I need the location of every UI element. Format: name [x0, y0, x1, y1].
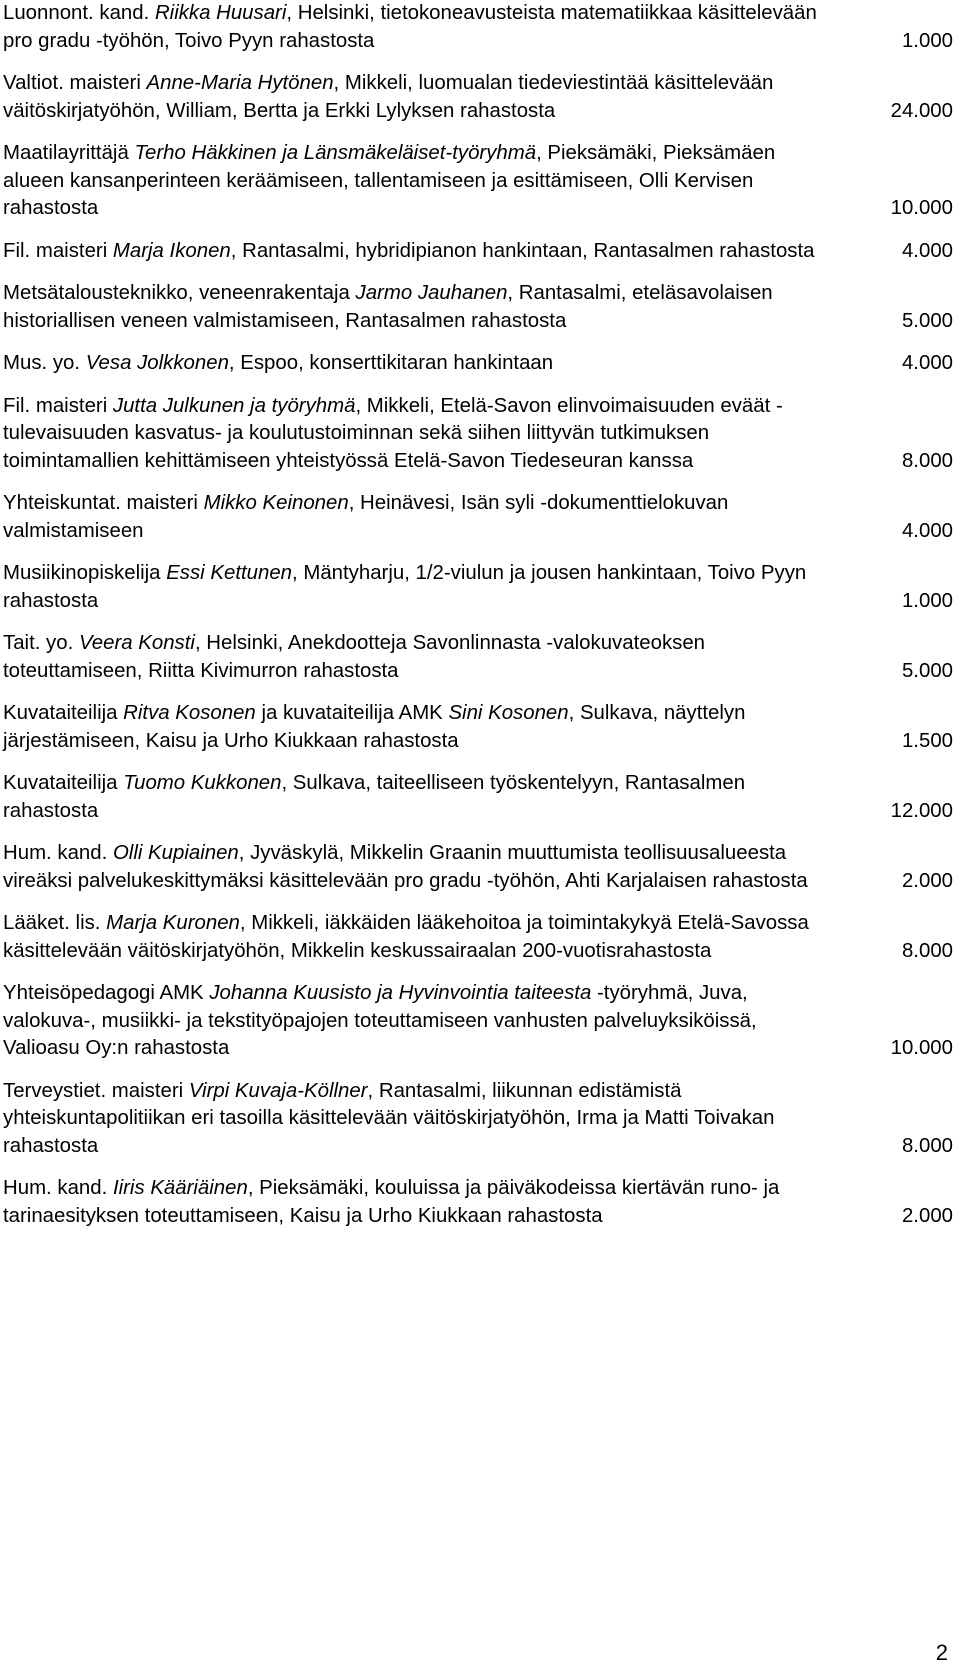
grant-description: Lääket. lis. Marja Kuronen, Mikkeli, iäkkäiden lääkehoitoa ja toimintakykyä Etelä-Savossa käsittelevään väitöskirjatyöhön, Mikkelin keskussairaalan 200-vuotisrahastosta [3, 912, 809, 962]
grant-description: Fil. maisteri Jutta Julkunen ja työryhmä, Mikkeli, Etelä-Savon elinvoimaisuuden eväät - tulevaisuuden kasvatus- ja koulutustoiminnan sekä siihen liittyvän tutkimuksen toimintamallien kehittämiseen yhteistyössä Etelä-Savon Tiedeseuran kanssa [3, 394, 783, 472]
grant-entry [3, 840, 953, 895]
grant-amount: 8.000 [901, 1134, 953, 1157]
grant-amount: 5.000 [901, 309, 953, 332]
grant-entry [3, 350, 953, 378]
grant-amount: 2.000 [901, 869, 953, 892]
recipient-name: Jutta Julkunen ja työryhmä [112, 394, 356, 417]
grant-entry [3, 980, 953, 1063]
grant-amount: 10.000 [890, 1037, 953, 1059]
recipient-name: Marja Ikonen [112, 239, 231, 262]
recipient-name: Ritva Kosonen [123, 702, 256, 724]
grant-entry [3, 910, 953, 965]
grant-entry [3, 280, 953, 335]
grant-description: Musiikinopiskelija Essi Kettunen, Mäntyharju, 1/2-viulun ja jousen hankintaan, Toivo Pyyn rahastosta [3, 562, 807, 612]
recipient-name: Sini Kosonen [448, 702, 569, 724]
grant-entry [3, 770, 953, 825]
grant-description: Luonnont. kand. Riikka Huusari, Helsinki, tietokoneavusteista matematiikkaa käsittelevään pro gradu -työhön, Toivo Pyyn rahastosta [3, 2, 817, 52]
grant-amount: 1.000 [901, 29, 953, 52]
grant-description: Kuvataiteilija Ritva Kosonen ja kuvataiteilija AMK Sini Kosonen, Sulkava, näyttelyn järjestämiseen, Kaisu ja Urho Kiukkaan rahastosta [3, 702, 746, 752]
recipient-name: Essi Kettunen [166, 562, 293, 584]
grant-description: Yhteiskuntat. maisteri Mikko Keinonen, Heinävesi, Isän syli -dokumenttielokuvan valmistamiseen [3, 492, 729, 542]
grant-description: Maatilayrittäjä Terho Häkkinen ja Länsmäkeläiset-työryhmä, Pieksämäki, Pieksämäen alueen kansanperinteen keräämiseen, tallentamiseen ja esittämiseen, Olli Kervisen rahastosta [3, 142, 776, 219]
grant-entry [3, 630, 953, 685]
recipient-name: Anne-Maria Hytönen [146, 72, 334, 94]
grant-entry [3, 140, 953, 223]
grant-description: Hum. kand. Iiris Kääriäinen, Pieksämäki, kouluissa ja päiväkodeissa kiertävän runo- ja tarinaesityksen toteuttamiseen, Kaisu ja Urho Kiukkaan rahastosta [3, 1177, 780, 1227]
grant-amount: 8.000 [901, 449, 953, 472]
recipient-name: Johanna Kuusisto ja Hyvinvointia taiteesta [209, 982, 592, 1004]
recipient-name: Virpi Kuvaja-Köllner [188, 1079, 368, 1102]
grant-entry [3, 0, 953, 55]
grant-description: Mus. yo. Vesa Jolkkonen, Espoo, konserttikitaran hankintaan [3, 352, 554, 374]
grant-description: Tait. yo. Veera Konsti, Helsinki, Anekdootteja Savonlinnasta -valokuvateoksen toteuttamiseen, Riitta Kivimurron rahastosta [3, 632, 706, 682]
grant-entry [3, 70, 953, 125]
grant-amount: 4.000 [901, 352, 953, 374]
recipient-name: Tuomo Kukkonen [123, 772, 282, 794]
grant-description: Yhteisöpedagogi AMK Johanna Kuusisto ja Hyvinvointia taiteesta -työryhmä, Juva, valokuva-, musiikki- ja tekstityöpajojen toteuttamiseen vanhusten palveluyksiköissä, Valioasu Oy:n rahastosta [3, 982, 757, 1059]
grant-list [3, 0, 953, 1245]
recipient-name: Olli Kupiainen [112, 842, 239, 864]
grant-description: Terveystiet. maisteri Virpi Kuvaja-Köllner, Rantasalmi, liikunnan edistämistä yhteiskuntapolitiikan eri tasoilla käsittelevään väitöskirjatyöhön, Irma ja Matti Toivakan rahastosta [3, 1079, 775, 1157]
recipient-name: Iiris Kääriäinen [112, 1177, 248, 1199]
page-number: 2 [935, 1639, 948, 1665]
grant-amount: 1.500 [901, 729, 953, 752]
recipient-name: Veera Konsti [78, 632, 195, 654]
grant-entry [3, 490, 953, 545]
grant-description: Metsätalousteknikko, veneenrakentaja Jarmo Jauhanen, Rantasalmi, eteläsavolaisen historiallisen veneen valmistamiseen, Rantasalmen rahastosta [3, 282, 773, 332]
grant-description: Hum. kand. Olli Kupiainen, Jyväskylä, Mikkelin Graanin muuttumista teollisuusalueesta vireäksi palvelukeskittymäksi käsittelevään pro gradu -työhön, Ahti Karjalaisen rahastosta [3, 842, 808, 892]
recipient-name: Mikko Keinonen [203, 492, 349, 514]
recipient-name: Vesa Jolkkonen [85, 352, 229, 374]
grant-amount: 2.000 [901, 1204, 953, 1227]
grant-amount: 4.000 [901, 519, 953, 542]
grant-entry [3, 700, 953, 755]
grant-amount: 8.000 [901, 939, 953, 962]
grant-entry [3, 393, 953, 476]
grant-description: Fil. maisteri Marja Ikonen, Rantasalmi, hybridipianon hankintaan, Rantasalmen rahastosta [3, 239, 815, 262]
grant-amount: 1.000 [901, 589, 953, 612]
grant-amount: 24.000 [890, 99, 953, 122]
recipient-name: Terho Häkkinen ja Länsmäkeläiset-työryhmä [134, 142, 537, 164]
grant-description: Valtiot. maisteri Anne-Maria Hytönen, Mikkeli, luomualan tiedeviestintää käsittelevään väitöskirjatyöhön, William, Bertta ja Erkki Lylyksen rahastosta [3, 72, 774, 122]
grant-amount: 12.000 [890, 799, 953, 822]
grant-entry [3, 1078, 953, 1161]
grant-amount: 4.000 [901, 239, 953, 262]
grant-amount: 10.000 [890, 197, 953, 219]
grant-entry [3, 1175, 953, 1230]
grant-description: Kuvataiteilija Tuomo Kukkonen, Sulkava, taiteelliseen työskentelyyn, Rantasalmen rahastosta [3, 772, 746, 822]
recipient-name: Jarmo Jauhanen [355, 282, 508, 304]
grant-entry [3, 560, 953, 615]
recipient-name: Riikka Huusari [154, 2, 287, 24]
grant-entry [3, 238, 953, 266]
grant-amount: 5.000 [901, 659, 953, 682]
recipient-name: Marja Kuronen [106, 912, 240, 934]
